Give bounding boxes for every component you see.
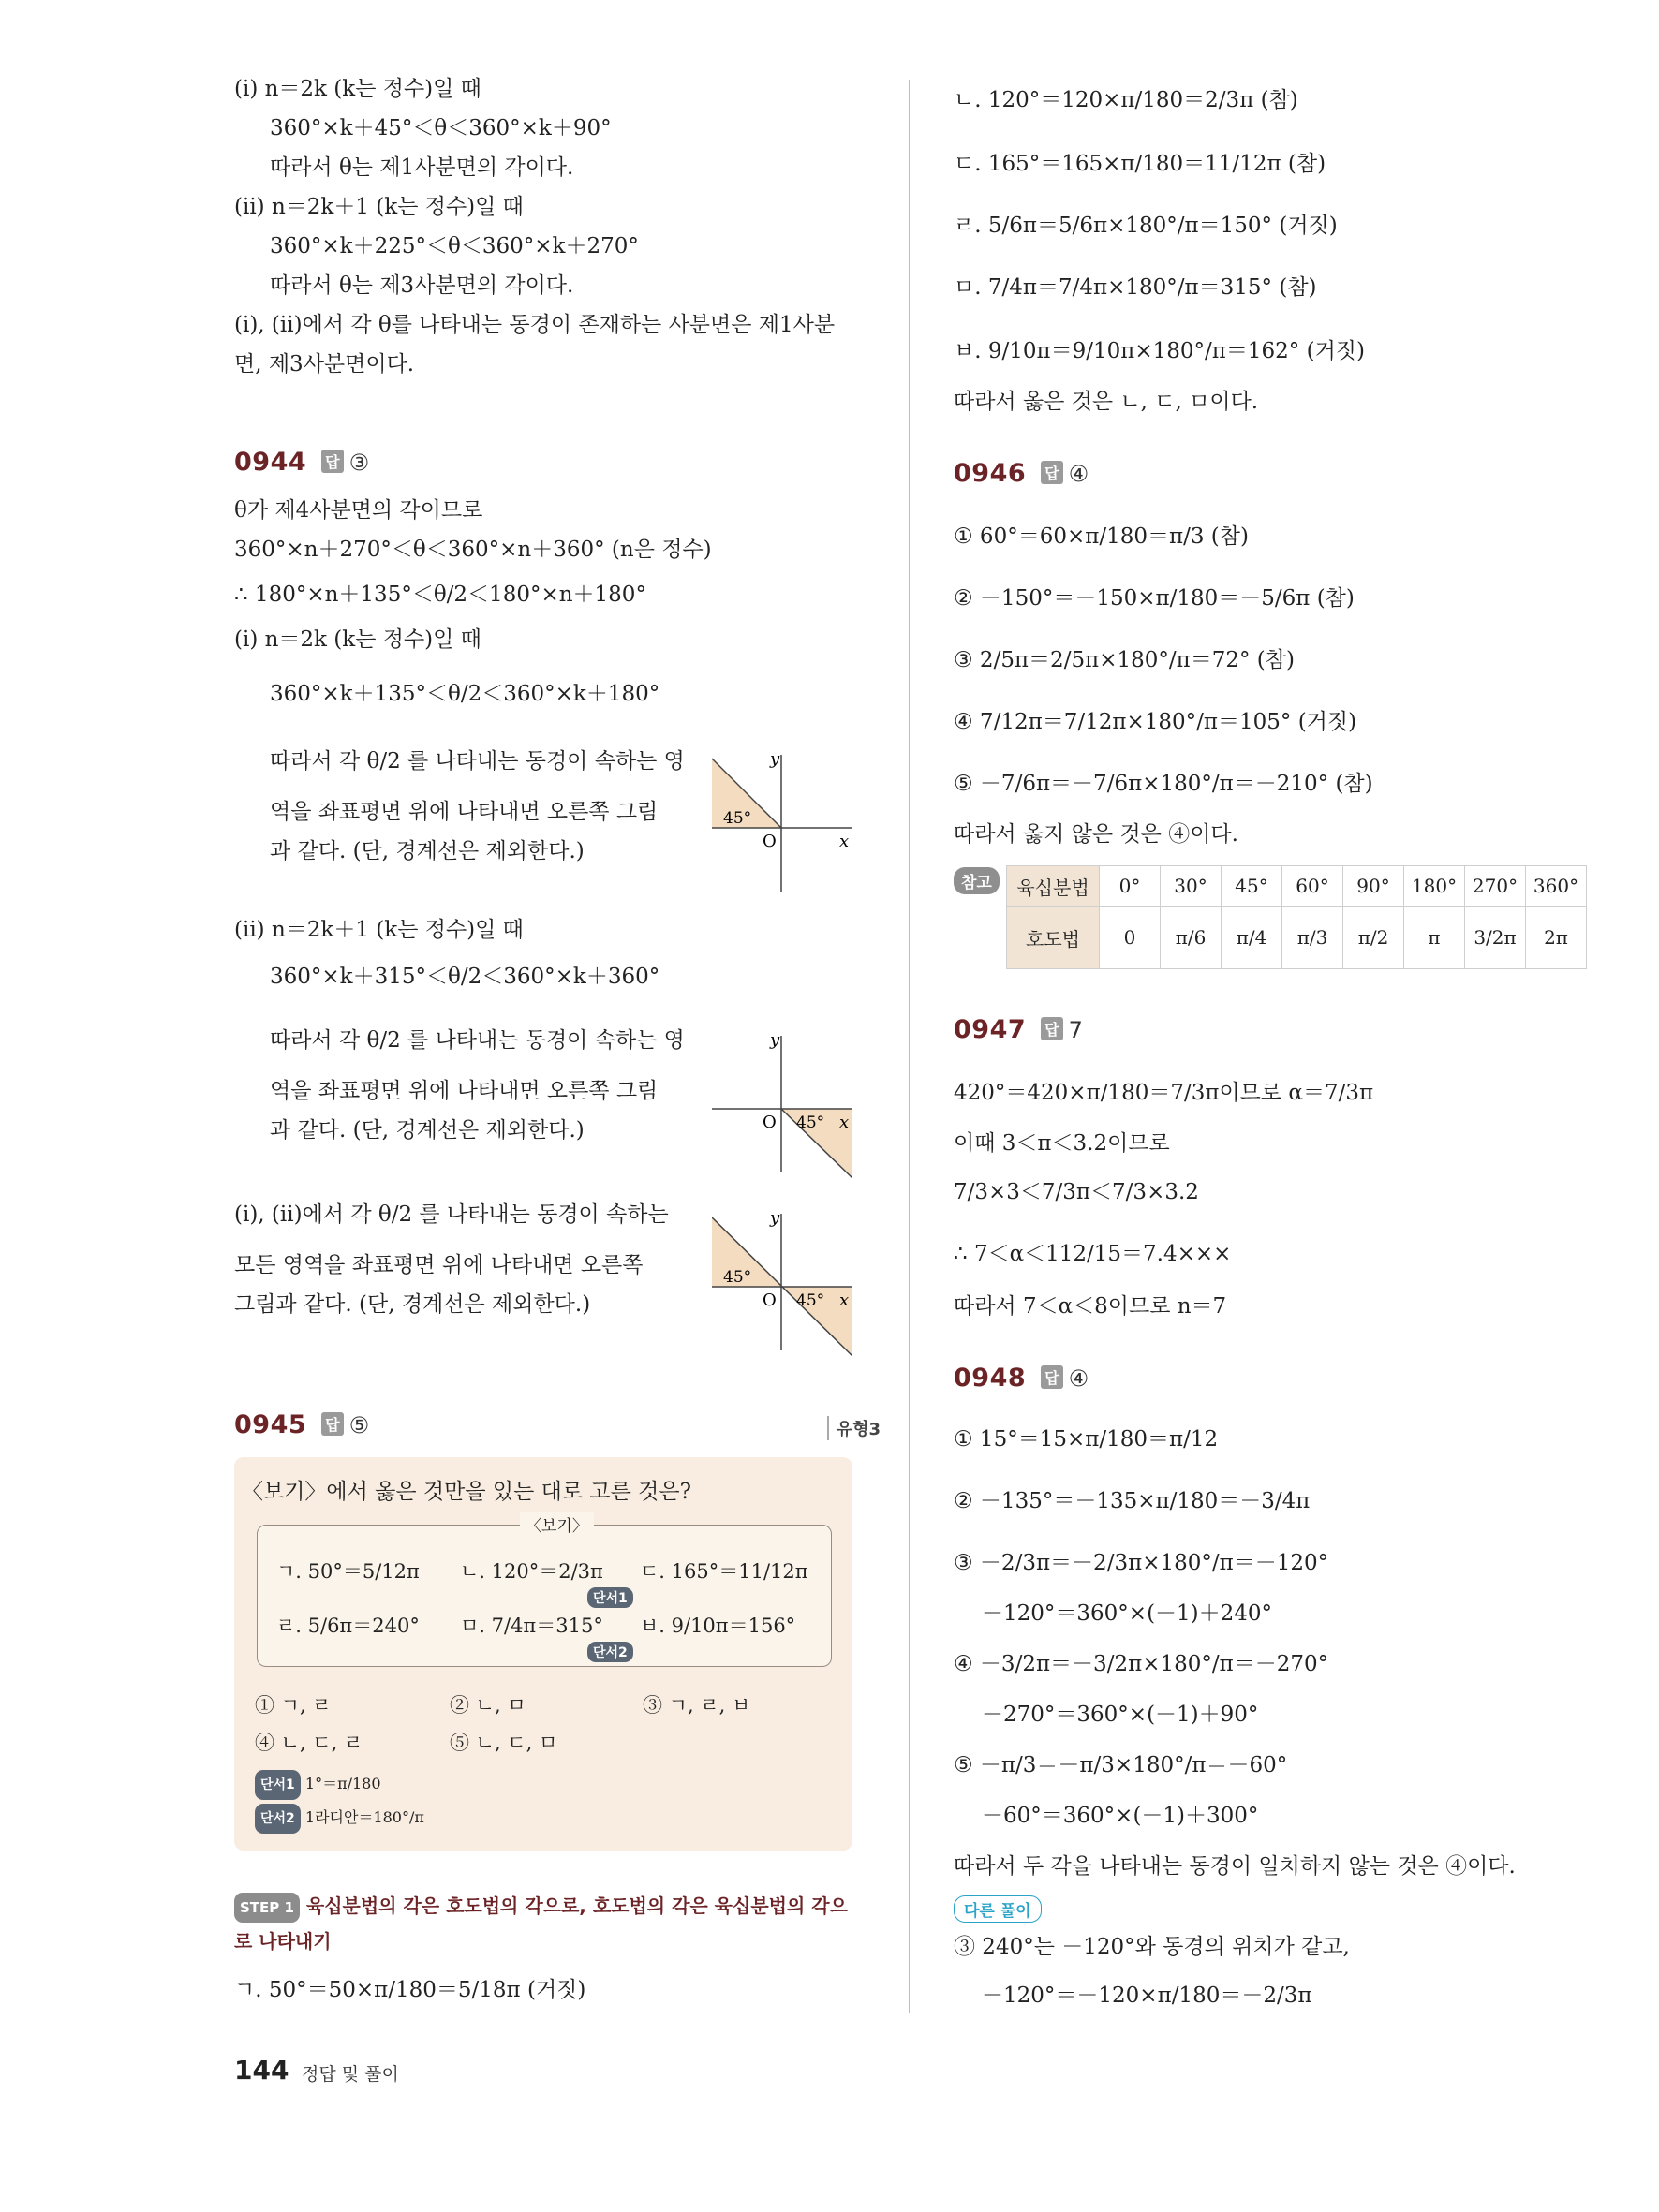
problem-number: 0947 (954, 1015, 1027, 1044)
column-divider (909, 80, 910, 2013)
problem-box (234, 1457, 852, 1851)
clue-note-1: 단서1 1°＝π/180 (255, 1770, 381, 1800)
text-line: 따라서 7＜α＜8이므로 n＝7 (954, 1294, 1227, 1319)
alternate-solution-badge: 다른 풀이 (954, 1895, 1042, 1923)
table-header: 호도법 (1007, 907, 1100, 969)
text-line: ㄱ. 50°＝50×π/180＝5/18π (거짓) (234, 1978, 586, 2002)
text-line: 모든 영역을 좌표평면 위에 나타내면 오른쪽 (234, 1253, 644, 1277)
problem-header-0947 (954, 1015, 1083, 1044)
problem-number: 0944 (234, 448, 307, 477)
choice: ④ ㄴ, ㄷ, ㄹ (255, 1732, 363, 1754)
text-line: 역을 좌표평면 위에 나타내면 오른쪽 그림 (270, 800, 659, 824)
page-number: 144 (234, 2055, 289, 2086)
text-line: 360°×k＋225°＜θ＜360°×k＋270° (270, 234, 639, 258)
text-line: ㅁ. 7/4π＝7/4π×180°/π＝315° (참) (954, 275, 1317, 300)
choice: ③ ㄱ, ㄹ, ㅂ (643, 1694, 751, 1717)
problem-header-0945 (234, 1410, 369, 1439)
answer-badge: 답 (321, 1412, 343, 1436)
text-line: 따라서 각 θ/2 를 나타내는 동경이 속하는 영 (270, 749, 685, 774)
text-line: ⑤ －π/3＝－π/3×180°/π＝－60° (954, 1753, 1288, 1777)
text-line: 따라서 θ는 제3사분면의 각이다. (270, 273, 574, 298)
text-line: ㅂ. 9/10π＝9/10π×180°/π＝162° (거짓) (954, 339, 1366, 363)
answer-badge: 답 (321, 450, 343, 473)
text-line: ③ 2/5π＝2/5π×180°/π＝72° (참) (954, 648, 1295, 672)
text-line: ㄹ. 5/6π＝5/6π×180°/π＝150° (거짓) (954, 214, 1338, 238)
table-cell: 360° (1526, 866, 1587, 907)
choice: ⑤ ㄴ, ㄷ, ㅁ (450, 1732, 558, 1754)
text-line: 면, 제3사분면이다. (234, 352, 415, 376)
text-line: 따라서 θ는 제1사분면의 각이다. (270, 155, 574, 180)
text-line: 360°×k＋315°＜θ/2＜360°×k＋360° (270, 965, 660, 989)
step-line-2: 로 나타내기 (234, 1930, 332, 1953)
text-line: 따라서 각 θ/2 를 나타내는 동경이 속하는 영 (270, 1028, 685, 1053)
answer-badge: 답 (1041, 461, 1062, 484)
answer-badge: 답 (1041, 1365, 1062, 1389)
table-cell: π/4 (1222, 907, 1282, 969)
answer-value: ④ (1068, 1365, 1089, 1392)
table-cell: 0° (1100, 866, 1161, 907)
type-badge: 유형3 (827, 1416, 881, 1440)
text-line: ④ －3/2π＝－3/2π×180°/π＝－270° (954, 1652, 1329, 1676)
text-line: ㄴ. 120°＝120×π/180＝2/3π (참) (954, 88, 1298, 112)
angle-label: 45° (723, 1268, 752, 1287)
text-line: 과 같다. (단, 경계선은 제외한다.) (270, 1118, 585, 1143)
reference-badge: 참고 (954, 867, 1000, 894)
choice: ① ㄱ, ㄹ (255, 1694, 332, 1717)
step-line: STEP 1 육십분법의 각은 호도법의 각으로, 호도법의 각은 육십분법의 각으 (234, 1892, 848, 1923)
text-line: 7/3×3＜7/3π＜7/3×3.2 (954, 1180, 1199, 1204)
text-line: 이때 3＜π＜3.2이므로 (954, 1131, 1170, 1156)
quadrant-graph-2 (712, 1030, 852, 1180)
clue-badge-1: 단서1 (587, 1587, 633, 1608)
text-line: －60°＝360°×(－1)＋300° (982, 1804, 1259, 1828)
text-line: (ⅱ) n＝2k＋1 (k는 정수)일 때 (234, 918, 524, 942)
text-line: θ가 제4사분면의 각이므로 (234, 498, 483, 523)
table-cell: 180° (1404, 866, 1465, 907)
text-line: 360°×k＋135°＜θ/2＜360°×k＋180° (270, 682, 660, 706)
question-text: 〈보기〉에서 옳은 것만을 있는 대로 고른 것은? (242, 1480, 691, 1504)
y-label: y (770, 1030, 780, 1050)
clue-badge-2: 단서2 (587, 1642, 633, 1662)
table-header: 육십분법 (1007, 866, 1100, 907)
table-cell: 270° (1465, 866, 1526, 907)
problem-header-0948 (954, 1364, 1089, 1393)
text-line: －270°＝360°×(－1)＋90° (982, 1703, 1259, 1727)
answer-badge: 답 (1041, 1017, 1062, 1040)
text-line: －120°＝360°×(－1)＋240° (982, 1601, 1273, 1626)
text-line: ③ －2/3π＝－2/3π×180°/π＝－120° (954, 1551, 1329, 1575)
problem-header-0944 (234, 448, 369, 477)
text-line: (ⅰ), (ⅱ)에서 각 θ/2 를 나타내는 동경이 속하는 (234, 1202, 669, 1227)
clue-note-2: 단서2 1라디안＝180°/π (255, 1804, 424, 1834)
text-line: ∴ 180°×n＋135°＜θ/2＜180°×n＋180° (234, 582, 646, 607)
text-line: (ⅰ) n＝2k (k는 정수)일 때 (234, 77, 481, 101)
text-line: 따라서 옳지 않은 것은 ④이다. (954, 822, 1238, 847)
table-cell: 60° (1282, 866, 1343, 907)
x-label: x (839, 1113, 850, 1132)
bogi-box (257, 1517, 832, 1667)
bogi-item: ㄹ. 5/6π＝240° (276, 1615, 420, 1637)
problem-number: 0946 (954, 459, 1027, 488)
origin-label: O (763, 1113, 777, 1132)
text-line: ⑤ －7/6π＝－7/6π×180°/π＝－210° (참) (954, 772, 1373, 796)
table-row (1007, 907, 1587, 969)
problem-header-0946 (954, 459, 1089, 488)
answer-value: ③ (348, 450, 370, 476)
text-line: ② －150°＝－150×π/180＝－5/6π (참) (954, 586, 1355, 611)
text-line: 360°×n＋270°＜θ＜360°×n＋360° (n은 정수) (234, 538, 712, 562)
text-line: 따라서 두 각을 나타내는 동경이 일치하지 않는 것은 ④이다. (954, 1854, 1516, 1879)
text-line: 역을 좌표평면 위에 나타내면 오른쪽 그림 (270, 1079, 659, 1103)
text-line: ③ 240°는 －120°와 동경의 위치가 같고, (954, 1935, 1350, 1959)
y-label: y (770, 1208, 780, 1228)
bogi-item: ㅂ. 9/10π＝156° (640, 1615, 796, 1637)
table-cell: 2π (1526, 907, 1587, 969)
text-line: (ⅱ) n＝2k＋1 (k는 정수)일 때 (234, 195, 524, 219)
bogi-item: ㅁ. 7/4π＝315° (460, 1615, 603, 1637)
answer-value: 7 (1068, 1017, 1083, 1043)
text-line: 따라서 옳은 것은 ㄴ, ㄷ, ㅁ이다. (954, 390, 1259, 414)
table-cell: π (1404, 907, 1465, 969)
quadrant-graph-3 (712, 1208, 852, 1358)
table-cell: π/6 (1161, 907, 1222, 969)
text-line: ∴ 7＜α＜112/15＝7.4××× (954, 1242, 1232, 1266)
text-line: ㄷ. 165°＝165×π/180＝11/12π (참) (954, 152, 1326, 176)
problem-number: 0948 (954, 1364, 1027, 1393)
table-cell: 30° (1161, 866, 1222, 907)
answer-value: ⑤ (348, 1412, 370, 1438)
text-line: 그림과 같다. (단, 경계선은 제외한다.) (234, 1292, 591, 1317)
table-row (1007, 866, 1587, 907)
page-footer-title: 정답 및 풀이 (302, 2064, 399, 2085)
table-cell: 0 (1100, 907, 1161, 969)
text-line: ① 60°＝60×π/180＝π/3 (참) (954, 524, 1249, 549)
text-line: (ⅰ), (ⅱ)에서 각 θ를 나타내는 동경이 존재하는 사분면은 제1사분 (234, 313, 836, 337)
problem-number: 0945 (234, 1410, 307, 1439)
table-cell: 90° (1343, 866, 1404, 907)
quadrant-graph-1 (712, 749, 852, 899)
x-label: x (839, 832, 850, 851)
choice: ② ㄴ, ㅁ (450, 1694, 526, 1717)
text-line: ① 15°＝15×π/180＝π/12 (954, 1427, 1219, 1452)
origin-label: O (763, 832, 777, 851)
y-label: y (770, 749, 780, 769)
text-line: ④ 7/12π＝7/12π×180°/π＝105° (거짓) (954, 710, 1357, 734)
table-cell: π/3 (1282, 907, 1343, 969)
angle-label: 45° (723, 809, 752, 828)
x-label: x (839, 1290, 850, 1310)
origin-label: O (763, 1290, 777, 1310)
bogi-item: ㄱ. 50°＝5/12π (276, 1560, 420, 1583)
text-line: －120°＝－120×π/180＝－2/3π (982, 1983, 1312, 2008)
text-line: 과 같다. (단, 경계선은 제외한다.) (270, 839, 585, 863)
bogi-item: ㄷ. 165°＝11/12π (640, 1560, 808, 1583)
table-cell: π/2 (1343, 907, 1404, 969)
text-line: ② －135°＝－135×π/180＝－3/4π (954, 1489, 1311, 1513)
table-cell: 3/2π (1465, 907, 1526, 969)
answer-value: ④ (1068, 461, 1089, 487)
text-line: 360°×k＋45°＜θ＜360°×k＋90° (270, 116, 612, 140)
text-line: 420°＝420×π/180＝7/3π이므로 α＝7/3π (954, 1081, 1374, 1105)
angle-label: 45° (796, 1291, 825, 1310)
text-line: (ⅰ) n＝2k (k는 정수)일 때 (234, 627, 481, 652)
angle-label: 45° (796, 1113, 825, 1132)
bogi-item: ㄴ. 120°＝2/3π (460, 1560, 603, 1583)
table-cell: 45° (1222, 866, 1282, 907)
conversion-table (1006, 865, 1587, 969)
bogi-title: 〈보기〉 (520, 1512, 594, 1536)
